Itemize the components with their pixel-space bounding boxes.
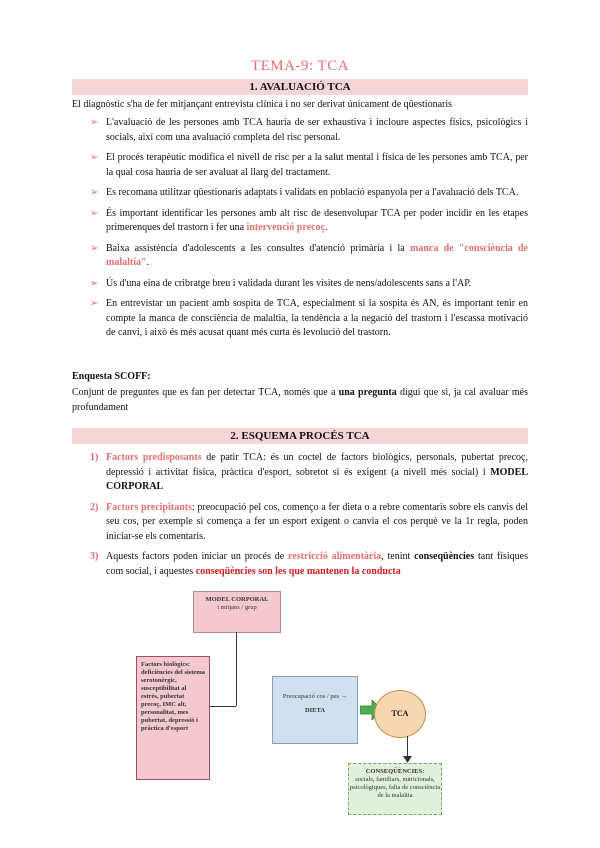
factors-box — [136, 656, 210, 780]
bullet-arrow-icon: ➢ — [90, 207, 99, 219]
scoff-text-c: digui que si, ja cal avaluar més profundament — [72, 387, 528, 413]
text-run: El procés terapèutic modifica el nivell de risc per a la salut mental i física de les persones amb TCA, per la qual cosa hauria de ser avaluat al llarg del tractament. — [106, 152, 528, 178]
text-run: manca de "consciència de malaltia" — [106, 242, 528, 268]
conseq-text: socials, familiars, nutricionals, psicològiques, falta de consciència de la malaltia — [349, 776, 441, 799]
text-run: de patir TCA: és un coctel de factors biològics, personals, pubertat precoç, depressió i activitat física, pràctica d'esport, sobretot si és exigent (a nivell més social) i — [106, 452, 528, 478]
item-number: 2) — [90, 501, 99, 513]
text-run: tant físiques com social, i aquestes — [106, 551, 528, 577]
arrow-down-icon — [403, 756, 412, 763]
text-run: . — [324, 222, 328, 233]
bullet-arrow-icon: ➢ — [90, 152, 99, 163]
connector-line — [236, 632, 237, 706]
bullet-list — [72, 116, 528, 347]
scoff-title: Enquesta SCOFF: — [72, 371, 151, 382]
text-run: restricció alimentària — [288, 551, 382, 562]
text-run: conseqüències son les que mantenen la conducta — [195, 565, 401, 577]
conseq-title: CONSEQÜÈNCIES: — [365, 768, 425, 775]
dieta-box — [272, 676, 358, 744]
model-sub: i mitjans / grup — [217, 604, 257, 611]
text-run: conseqüències — [414, 551, 475, 562]
intro-paragraph: El diagnòstic s'ha de fer mitjançant entrevista clínica i no ser derivat únicament de qüestionaris — [72, 99, 453, 110]
page-title: TEMA-9: TCA — [250, 58, 350, 74]
text-run: . — [146, 257, 150, 268]
bullet-arrow-icon: ➢ — [90, 242, 99, 254]
model-title: MODEL CORPORAL — [205, 596, 269, 603]
bullet-item — [72, 151, 528, 180]
text-run: És important identificar les persones amb alt risc de desenvolupar TCA per poder incidir en les etapes primerenques del trastorn i fer una — [106, 207, 528, 233]
scoff-text-a: Conjunt de preguntes que es fan per detectar TCA, només que a — [72, 387, 339, 398]
bullet-item — [72, 186, 528, 201]
model-corporal-box — [193, 591, 281, 633]
text-run: L'avaluació de les persones amb TCA hauria de ser exhaustiva i incloure aspectes físics, psicològics i socials, així com una avaluació completa del risc personal. — [106, 117, 528, 143]
scoff-paragraph — [72, 385, 528, 415]
factors-text: Factors biològics: deficiències del sistema serotonèrgic, susceptibilitat al estrès, pubertat precoç, IMC alt, personalitat, mes pubertat, depressió i pràctica d'esport — [141, 661, 205, 732]
text-run: Baixa assistència d'adolescents a les consultes d'atenció primària i la — [106, 242, 410, 254]
numbered-item — [72, 550, 528, 579]
numbered-item — [72, 501, 528, 545]
bullet-item — [72, 116, 528, 145]
bullet-item — [72, 277, 528, 292]
dieta-text: DIETA — [304, 707, 326, 714]
tca-label: TCA — [391, 709, 409, 718]
numbered-list — [72, 451, 528, 585]
section-heading-2: 2. ESQUEMA PROCÉS TCA — [72, 428, 528, 444]
scoff-text-b: una pregunta — [338, 387, 397, 398]
text-run: intervenció precoç — [246, 222, 325, 233]
text-run: Aquests factors poden iniciar un procés de — [106, 551, 289, 562]
item-number: 3) — [90, 551, 99, 562]
text-run: Factors precipitants — [106, 501, 192, 513]
tca-circle — [374, 690, 426, 738]
bullet-item — [72, 207, 528, 236]
section-heading-1: 1. AVALUACIÓ TCA — [72, 79, 528, 95]
preocupacio-text: Preocupació cos / pes → — [282, 693, 348, 700]
text-run: Factors predisposants — [106, 452, 202, 463]
text-run: , tenint — [381, 551, 415, 562]
scoff-heading — [72, 369, 528, 384]
text-run: MODEL CORPORAL — [106, 466, 528, 492]
item-number: 1) — [90, 452, 99, 463]
bullet-arrow-icon: ➢ — [90, 298, 99, 309]
bullet-item — [72, 297, 528, 341]
text-run: Es recomana utilitzar qüestionaris adaptats i validats en població espanyola per a l'avaluació dels TCA. — [106, 187, 519, 198]
consequencies-box — [348, 763, 442, 815]
text-run: Ús d'una eina de cribratge breu i validada durant les visites de nens/adolescents sans a l'AP. — [106, 277, 472, 289]
text-run: : preocupació pel cos, començo a fer dieta o a rebre comentaris sobre els canvis del seu cos, per exemple si comença a fer un esport exigent o canvia el cos perquè ve la 1r regla, poden iniciar-se els comentaris. — [106, 501, 528, 542]
bullet-arrow-icon: ➢ — [90, 117, 99, 128]
bullet-arrow-icon: ➢ — [90, 187, 99, 198]
bullet-arrow-icon: ➢ — [90, 277, 99, 289]
text-run: En entrevistar un pacient amb sospita de TCA, especialment si la sospita és AN, és important tenir en compte la manca de consciència de malaltia, la tendència a la negació del trastorn i l'escassa motivació de canvi, i això és més acusat quant més curta és levolució del trastorn. — [106, 298, 528, 338]
numbered-item — [72, 451, 528, 495]
bullet-item — [72, 242, 528, 271]
